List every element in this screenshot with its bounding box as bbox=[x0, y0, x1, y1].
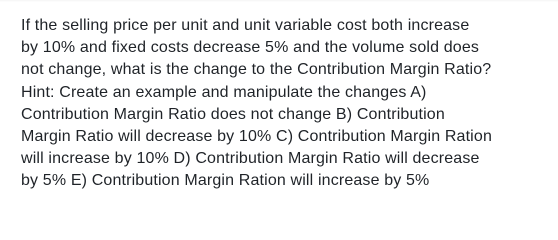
question-line: will increase by 10% D) Contribution Margin Ratio will decrease bbox=[21, 150, 480, 168]
question-line: Margin Ratio will decrease by 10% C) Contribution Margin Ration bbox=[21, 128, 492, 146]
question-text bbox=[21, 15, 551, 193]
question-block bbox=[21, 15, 551, 193]
top-divider bbox=[0, 0, 558, 2]
question-line: If the selling price per unit and unit variable cost both increase bbox=[21, 17, 470, 34]
question-line: by 5% E) Contribution Margin Ration will increase by 5% bbox=[21, 172, 430, 190]
question-line: not change, what is the change to the Contribution Margin Ratio? bbox=[21, 61, 492, 79]
question-line: Contribution Margin Ratio does not change B) Contribution bbox=[21, 105, 445, 123]
question-line: by 10% and fixed costs decrease 5% and the volume sold does bbox=[21, 39, 480, 57]
question-line: Hint: Create an example and manipulate the changes A) bbox=[21, 83, 427, 101]
